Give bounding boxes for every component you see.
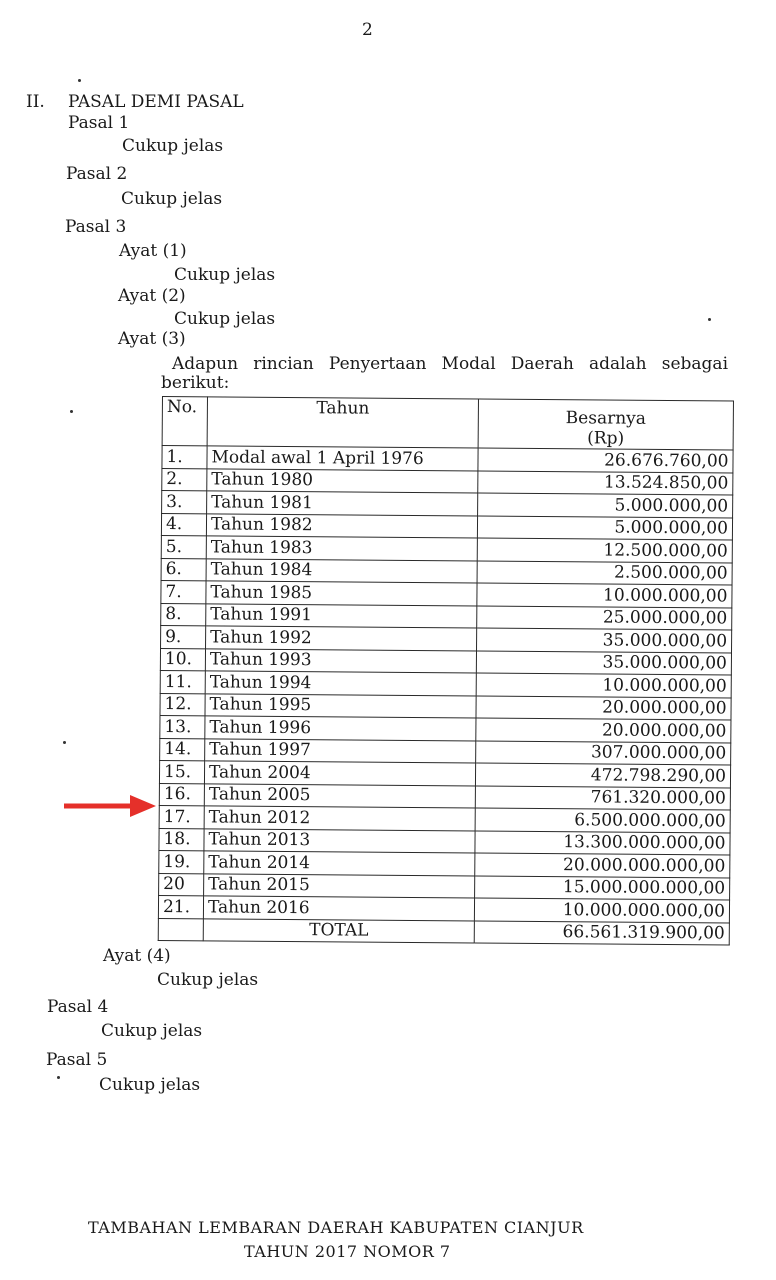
ayat-3-label: Ayat (3) (118, 329, 186, 349)
section-numeral: II. (26, 92, 45, 112)
row-no: 16. (159, 783, 204, 806)
scan-speck (708, 318, 711, 321)
ayat-3-intro-line-1: Adapun rincian Penyertaan Modal Daerah adalah sebagai (172, 354, 728, 374)
ayat-1-body: Cukup jelas (174, 265, 276, 285)
row-no: 21. (158, 895, 203, 918)
header-tahun: Tahun (207, 397, 478, 448)
row-no: 7. (161, 580, 206, 603)
row-no: 1. (162, 446, 207, 469)
total-label: TOTAL (203, 918, 474, 943)
row-no: 12. (160, 693, 205, 716)
header-besarnya-line2: (Rp) (587, 428, 625, 449)
total-value: 66.561.319.900,00 (474, 920, 729, 945)
row-tahun: Modal awal 1 April 1976 (207, 446, 478, 471)
row-no: 20 (159, 873, 204, 896)
row-tahun: Tahun 2012 (204, 806, 475, 831)
pasal-2-body: Cukup jelas (121, 189, 223, 209)
ayat-2-body: Cukup jelas (174, 309, 276, 329)
table-header-row (162, 397, 733, 450)
row-tahun: Tahun 1996 (205, 716, 476, 741)
row-tahun: Tahun 1993 (205, 648, 476, 673)
row-besarnya: 307.000.000,00 (476, 740, 731, 765)
row-besarnya: 13.300.000.000,00 (475, 830, 730, 855)
header-no: No. (162, 397, 207, 446)
row-tahun: Tahun 1991 (206, 603, 477, 628)
row-tahun: Tahun 2014 (204, 851, 475, 876)
row-no: 11. (160, 670, 205, 693)
row-besarnya: 10.000.000,00 (477, 583, 732, 608)
row-no: 4. (161, 513, 206, 536)
row-besarnya: 26.676.760,00 (478, 448, 733, 473)
scan-speck (57, 1076, 60, 1079)
footer-line-1: TAMBAHAN LEMBARAN DAERAH KABUPATEN CIANJUR (88, 1218, 584, 1237)
row-besarnya: 10.000.000,00 (476, 673, 731, 698)
pasal-2-label: Pasal 2 (66, 164, 128, 184)
scan-speck (78, 79, 81, 82)
row-tahun: Tahun 1980 (207, 468, 478, 493)
table-body (158, 446, 733, 923)
row-besarnya: 2.500.000,00 (477, 560, 732, 585)
row-no: 17. (159, 805, 204, 828)
ayat-4-label: Ayat (4) (103, 946, 171, 966)
capital-participation-table (158, 396, 734, 945)
section-title: PASAL DEMI PASAL (68, 92, 244, 112)
table-total-row (158, 918, 729, 945)
row-no: 13. (160, 715, 205, 738)
red-arrow-icon (64, 794, 156, 818)
footer-line-2: TAHUN 2017 NOMOR 7 (244, 1242, 451, 1261)
pasal-1-label: Pasal 1 (68, 113, 130, 133)
ayat-2-label: Ayat (2) (118, 286, 186, 306)
scan-speck (70, 410, 73, 413)
page-number: 2 (362, 20, 373, 40)
row-no: 6. (161, 558, 206, 581)
header-besarnya-line1: Besarnya (565, 408, 647, 429)
row-tahun: Tahun 2016 (203, 896, 474, 921)
row-no: 19. (159, 850, 204, 873)
row-besarnya: 20.000.000,00 (476, 695, 731, 720)
pasal-5-label: Pasal 5 (46, 1050, 108, 1070)
pasal-3-label: Pasal 3 (65, 217, 127, 237)
row-besarnya: 20.000.000,00 (476, 718, 731, 743)
row-tahun: Tahun 1982 (206, 513, 477, 538)
row-besarnya: 13.524.850,00 (478, 470, 733, 495)
pasal-5-body: Cukup jelas (99, 1075, 201, 1095)
row-no: 5. (161, 535, 206, 558)
row-besarnya: 35.000.000,00 (476, 650, 731, 675)
total-no-cell (158, 918, 203, 941)
row-besarnya: 10.000.000.000,00 (474, 898, 729, 923)
row-tahun: Tahun 1995 (205, 693, 476, 718)
row-no: 8. (161, 603, 206, 626)
row-tahun: Tahun 1984 (206, 558, 477, 583)
row-tahun: Tahun 1992 (206, 626, 477, 651)
row-besarnya: 35.000.000,00 (477, 628, 732, 653)
row-tahun: Tahun 1994 (205, 671, 476, 696)
row-besarnya: 25.000.000,00 (477, 605, 732, 630)
ayat-1-label: Ayat (1) (119, 241, 187, 261)
row-no: 10. (160, 648, 205, 671)
row-besarnya: 15.000.000.000,00 (475, 875, 730, 900)
row-besarnya: 472.798.290,00 (475, 763, 730, 788)
row-tahun: Tahun 2015 (204, 873, 475, 898)
pasal-4-body: Cukup jelas (101, 1021, 203, 1041)
ayat-4-body: Cukup jelas (157, 970, 259, 990)
row-no: 2. (162, 468, 207, 491)
row-no: 15. (159, 760, 204, 783)
row-no: 18. (159, 828, 204, 851)
row-no: 9. (161, 625, 206, 648)
row-tahun: Tahun 1985 (206, 581, 477, 606)
row-besarnya: 20.000.000.000,00 (475, 853, 730, 878)
row-tahun: Tahun 1983 (206, 536, 477, 561)
row-tahun: Tahun 2004 (204, 761, 475, 786)
pasal-4-label: Pasal 4 (47, 997, 109, 1017)
row-tahun: Tahun 2005 (204, 783, 475, 808)
pasal-1-body: Cukup jelas (122, 136, 224, 156)
row-besarnya: 5.000.000,00 (477, 515, 732, 540)
row-besarnya: 12.500.000,00 (477, 538, 732, 563)
ayat-3-intro-line-2: berikut: (161, 373, 230, 393)
row-besarnya: 6.500.000.000,00 (475, 808, 730, 833)
row-tahun: Tahun 1997 (205, 738, 476, 763)
scan-speck (63, 741, 66, 744)
row-tahun: Tahun 2013 (204, 828, 475, 853)
header-besarnya (478, 399, 733, 450)
row-no: 14. (160, 738, 205, 761)
row-besarnya: 5.000.000,00 (478, 493, 733, 518)
row-tahun: Tahun 1981 (207, 491, 478, 516)
row-no: 3. (162, 491, 207, 514)
row-besarnya: 761.320.000,00 (475, 785, 730, 810)
